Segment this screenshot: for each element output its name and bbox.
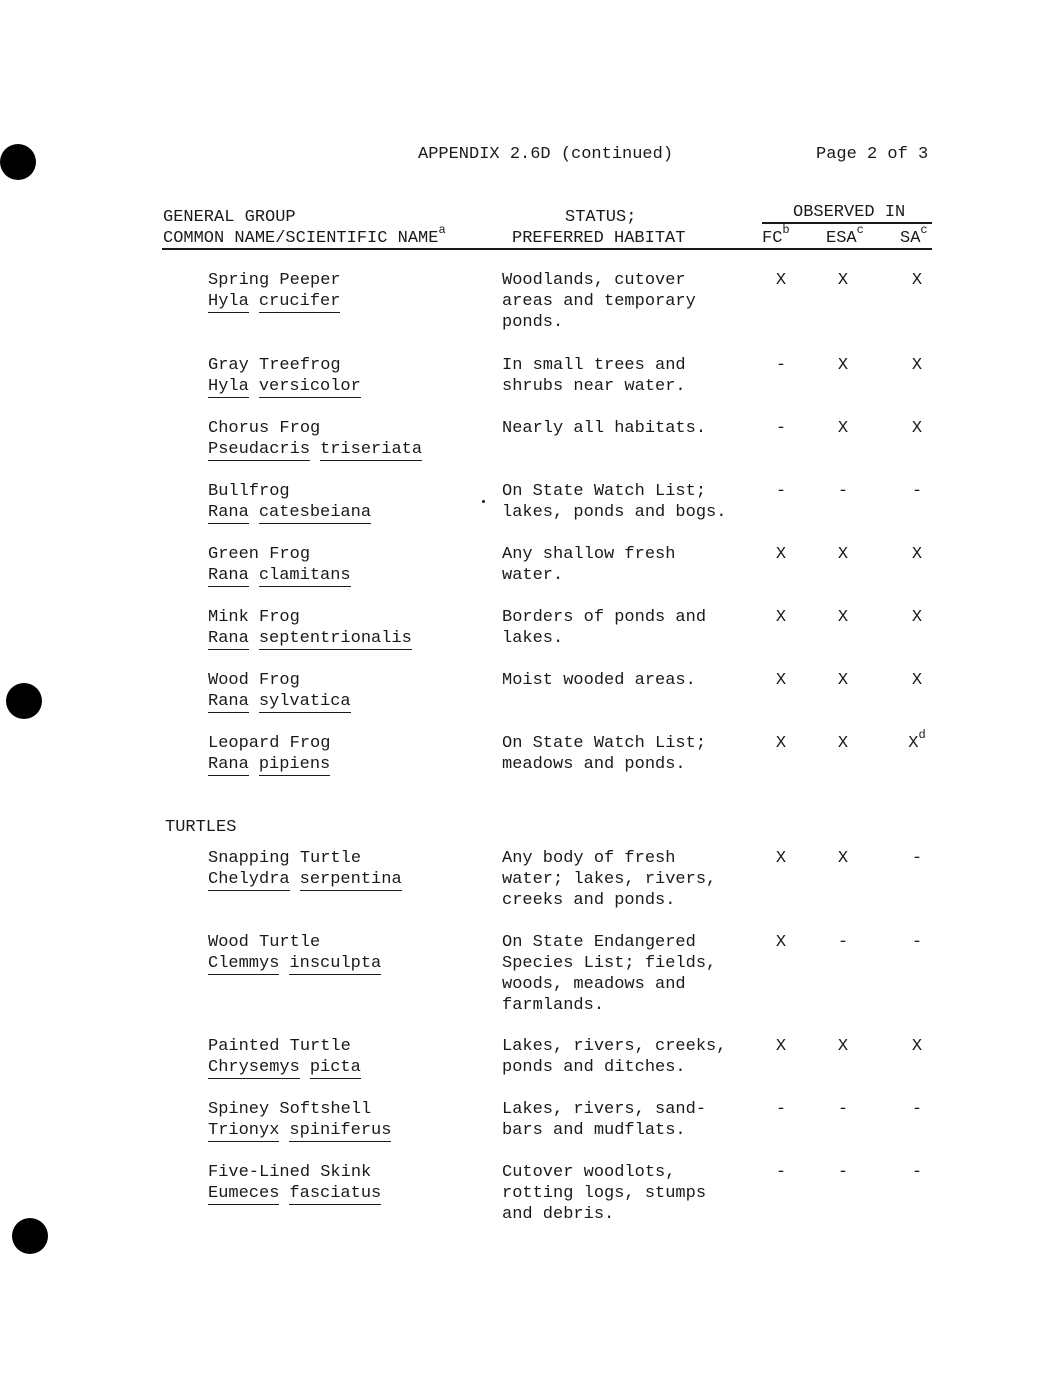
genus: Eumeces — [208, 1184, 280, 1203]
species: serpentina — [299, 870, 402, 889]
common-name: Spring Peeper — [208, 271, 341, 290]
stray-dot — [482, 500, 485, 503]
genus: Rana — [208, 755, 249, 774]
common-name: Wood Turtle — [208, 933, 321, 952]
species: sylvatica — [258, 692, 351, 711]
header-observed-in: OBSERVED IN — [793, 203, 906, 222]
genus: Rana — [208, 503, 249, 522]
observed-sa: X — [911, 545, 923, 564]
observed-esa: X — [837, 734, 849, 753]
observed-sa: - — [911, 1163, 923, 1182]
observed-fc: X — [775, 849, 787, 868]
observed-fc: X — [775, 671, 787, 690]
observed-fc: - — [775, 356, 787, 375]
habitat: Woodlands, cutover areas and temporary ponds. — [502, 271, 696, 332]
header-common-scientific-name: COMMON NAME/SCIENTIFIC NAME$^a$ — [163, 223, 446, 248]
observed-esa: X — [837, 608, 849, 627]
observed-sa: - — [911, 849, 923, 868]
habitat: Nearly all habitats. — [502, 419, 707, 438]
page-title: APPENDIX 2.6D (continued) — [418, 145, 674, 164]
observed-fc: X — [775, 933, 787, 952]
species: septentrionalis — [258, 629, 412, 648]
observed-esa: X — [837, 1037, 849, 1056]
genus: Chrysemys — [208, 1058, 300, 1077]
habitat: Lakes, rivers, sand- bars and mudflats. — [502, 1100, 707, 1140]
observed-esa: X — [837, 545, 849, 564]
header-fc: $FC^b$ — [762, 223, 790, 248]
genus: Hyla — [208, 292, 249, 311]
common-name: Green Frog — [208, 545, 311, 564]
observed-sa: - — [911, 482, 923, 501]
genus: Rana — [208, 692, 249, 711]
common-name: Bullfrog — [208, 482, 290, 501]
species: crucifer — [258, 292, 341, 311]
habitat: Lakes, rivers, creeks, ponds and ditches. — [502, 1037, 727, 1077]
habitat: In small trees and shrubs near water. — [502, 356, 686, 396]
header-general-group: GENERAL GROUP — [163, 208, 296, 227]
genus: Pseudacris — [208, 440, 311, 459]
species: picta — [309, 1058, 361, 1077]
habitat: On State Endangered Species List; fields, woods, meadows and farmlands. — [502, 933, 717, 1015]
observed-fc: - — [775, 1163, 787, 1182]
observed-fc: X — [775, 545, 787, 564]
genus: Hyla — [208, 377, 249, 396]
common-name: Spiney Softshell — [208, 1100, 372, 1119]
species: pipiens — [258, 755, 331, 774]
observed-esa: X — [837, 671, 849, 690]
observed-esa: - — [837, 933, 849, 952]
binder-hole-top — [0, 144, 36, 180]
common-name: Gray Treefrog — [208, 356, 341, 375]
observed-sa: X — [911, 356, 923, 375]
observed-sa: X — [911, 608, 923, 627]
footnote-marker: d — [918, 728, 926, 743]
observed-esa: - — [837, 1100, 849, 1119]
species: spiniferus — [289, 1121, 392, 1140]
habitat: On State Watch List; lakes, ponds and bogs. — [502, 482, 727, 522]
genus: Clemmys — [208, 954, 280, 973]
observed-fc: - — [775, 1100, 787, 1119]
page-number: Page 2 of 3 — [816, 145, 929, 164]
header-rule — [162, 248, 932, 250]
observed-esa: X — [837, 419, 849, 438]
binder-hole-bottom — [12, 1218, 48, 1254]
header-sa: $SA^c$ — [900, 223, 928, 248]
observed-esa: - — [837, 1163, 849, 1182]
habitat: Any shallow fresh water. — [502, 545, 676, 585]
observed-fc: - — [775, 419, 787, 438]
habitat: Any body of fresh water; lakes, rivers, creeks and ponds. — [502, 849, 717, 910]
group-label-turtles: TURTLES — [165, 818, 237, 837]
common-name: Five-Lined Skink — [208, 1163, 372, 1182]
header-preferred-habitat: PREFERRED HABITAT — [512, 229, 686, 248]
species: triseriata — [320, 440, 423, 459]
species: catesbeiana — [258, 503, 372, 522]
observed-fc: X — [775, 608, 787, 627]
genus: Chelydra — [208, 870, 290, 889]
common-name: Wood Frog — [208, 671, 300, 690]
observed-fc: - — [775, 482, 787, 501]
species: fasciatus — [289, 1184, 382, 1203]
observed-sa: - — [911, 1100, 923, 1119]
observed-sa: X — [911, 1037, 923, 1056]
observed-esa: X — [837, 849, 849, 868]
habitat: On State Watch List; meadows and ponds. — [502, 734, 707, 774]
observed-sa: - — [911, 933, 923, 952]
observed-fc: X — [775, 734, 787, 753]
habitat: Moist wooded areas. — [502, 671, 696, 690]
observed-sa: X — [911, 671, 923, 690]
common-name: Snapping Turtle — [208, 849, 362, 868]
genus: Rana — [208, 629, 249, 648]
common-name: Painted Turtle — [208, 1037, 351, 1056]
genus: Trionyx — [208, 1121, 280, 1140]
habitat: Borders of ponds and lakes. — [502, 608, 707, 648]
header-status: STATUS; — [565, 208, 637, 227]
species: insculpta — [289, 954, 382, 973]
observed-esa: X — [837, 356, 849, 375]
observed-esa: - — [837, 482, 849, 501]
observed-sa: X — [911, 271, 923, 290]
common-name: Leopard Frog — [208, 734, 331, 753]
binder-hole-middle — [6, 683, 42, 719]
header-esa: ESA$^c$ — [826, 223, 864, 248]
observed-sa: $X^d$ — [908, 728, 926, 753]
observed-fc: X — [775, 1037, 787, 1056]
genus: Rana — [208, 566, 249, 585]
observed-sa: X — [911, 419, 923, 438]
species: clamitans — [258, 566, 351, 585]
habitat: Cutover woodlots, rotting logs, stumps and debris. — [502, 1163, 707, 1224]
species: versicolor — [258, 377, 361, 396]
common-name: Mink Frog — [208, 608, 300, 627]
observed-esa: X — [837, 271, 849, 290]
observed-fc: X — [775, 271, 787, 290]
common-name: Chorus Frog — [208, 419, 321, 438]
